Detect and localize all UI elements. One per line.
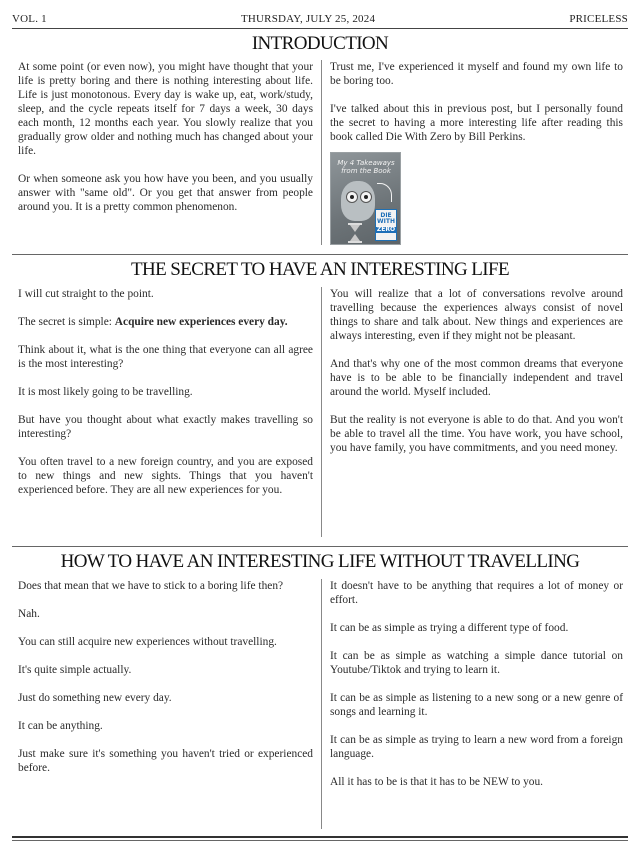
travel-paragraph: It can be as simple as watching a simple dance tutorial on Youtube/Tiktok and trying to learn it. bbox=[330, 650, 623, 676]
secret-paragraph: Think about it, what is the one thing that everyone can all agree is the most interesting? bbox=[18, 344, 313, 370]
hourglass-icon bbox=[348, 223, 362, 243]
intro-left-column bbox=[18, 60, 313, 228]
travel-paragraph: It can be anything. bbox=[18, 720, 103, 732]
book-cover-line: DIE bbox=[380, 212, 392, 219]
section-title-introduction: INTRODUCTION bbox=[251, 33, 389, 54]
travel-paragraph: You can still acquire new experiences without travelling. bbox=[18, 636, 277, 648]
travel-paragraph: Just make sure it's something you haven't tried or experienced before. bbox=[18, 748, 313, 774]
volume-label: VOL. 1 bbox=[12, 13, 47, 25]
book-thumbnail-image bbox=[330, 152, 401, 245]
secret-paragraph bbox=[18, 315, 313, 329]
secret-paragraph: And that's why one of the most common dreams that everyone have is to be able to be financially independent and travel around the world. Myself included. bbox=[330, 358, 623, 398]
travel-left-column bbox=[18, 579, 313, 789]
travel-paragraph: All it has to be is that it has to be NEW to you. bbox=[330, 776, 544, 788]
secret-paragraph: I will cut straight to the point. bbox=[18, 288, 154, 300]
column-divider bbox=[321, 60, 322, 245]
footer-rule bbox=[12, 840, 628, 841]
column-divider bbox=[321, 287, 322, 537]
travel-paragraph: Nah. bbox=[18, 608, 40, 620]
travel-paragraph: Just do something new every day. bbox=[18, 692, 172, 704]
travel-paragraph: It's quite simple actually. bbox=[18, 664, 132, 676]
secret-left-column bbox=[18, 287, 313, 511]
travel-paragraph: Does that mean that we have to stick to a boring life then? bbox=[18, 580, 284, 592]
owl-eye-icon bbox=[360, 191, 372, 203]
secret-bold-text: Acquire new experiences every day. bbox=[114, 316, 288, 328]
intro-paragraph: I've talked about this in previous post, but I personally found the secret to having a more interesting life after reading this book called Die With Zero by Bill Perkins. bbox=[330, 103, 623, 143]
secret-paragraph: But the reality is not everyone is able to do that. And you won't be able to travel all the time. You have work, you have school, you have family, you have commitments, and you need money. bbox=[330, 414, 623, 454]
intro-paragraph: At some point (or even now), you might have thought that your life is pretty boring and there is nothing interesting about life. Life is just monotonous. Every day is wake up, eat, work/study, sleep, and the cycle repeats itself for 7 days a week, 30 days each month, 12 months each year. You slowly realize that you gradually grow older and nothing much has changed about your life. bbox=[18, 61, 313, 157]
section-title-without-travelling: HOW TO HAVE AN INTERESTING LIFE WITHOUT TRAVELLING bbox=[60, 551, 580, 572]
price-label: PRICELESS bbox=[569, 13, 628, 25]
book-thumbnail-caption: My 4 Takeaways from the Book bbox=[337, 159, 395, 175]
owl-eye-icon bbox=[346, 191, 358, 203]
travel-paragraph: It can be as simple as listening to a new song or a new genre of songs and learning it. bbox=[330, 692, 623, 718]
travel-paragraph: It can be as simple as trying to learn a new word from a foreign language. bbox=[330, 734, 623, 760]
book-cover-line: WITH bbox=[377, 218, 395, 225]
travel-paragraph: It can be as simple as trying a different type of food. bbox=[330, 622, 569, 634]
secret-paragraph: You will realize that a lot of conversations revolve around travelling because the experiences always consist of novel things to share and talk about. New things and experiences are always interesting, even if they might not be pleasant. bbox=[330, 288, 623, 342]
section-divider bbox=[12, 546, 628, 547]
intro-paragraph: Trust me, I've experienced it myself and found my own life to be boring too. bbox=[330, 61, 623, 87]
masthead bbox=[12, 10, 628, 29]
column-divider bbox=[321, 579, 322, 829]
intro-right-column bbox=[330, 60, 623, 158]
owl-illustration-icon bbox=[341, 181, 375, 221]
footer-rule bbox=[12, 836, 628, 838]
travel-paragraph: It doesn't have to be anything that requires a lot of money or effort. bbox=[330, 580, 623, 606]
secret-paragraph: It is most likely going to be travelling. bbox=[18, 386, 193, 398]
section-title-secret: THE SECRET TO HAVE AN INTERESTING LIFE bbox=[131, 259, 509, 280]
secret-paragraph: But have you thought about what exactly makes travelling so interesting? bbox=[18, 414, 313, 440]
issue-date: THURSDAY, JULY 25, 2024 bbox=[240, 13, 376, 25]
arrow-icon bbox=[377, 183, 392, 202]
secret-right-column bbox=[330, 287, 623, 469]
book-cover-line: ZERO bbox=[376, 226, 396, 233]
secret-lead-text: The secret is simple: bbox=[18, 316, 115, 328]
section-divider bbox=[12, 254, 628, 255]
secret-paragraph: You often travel to a new foreign country, and you are exposed to new things and new sights. Things that you haven't experienced before. They are all new experiences for you. bbox=[18, 456, 313, 496]
travel-right-column bbox=[330, 579, 623, 803]
intro-paragraph: Or when someone ask you how have you been, and you usually answer with "same old". Or you get that answer from people around you. It is a pretty common phenomenon. bbox=[18, 173, 313, 213]
book-cover-die-with-zero bbox=[375, 209, 397, 241]
